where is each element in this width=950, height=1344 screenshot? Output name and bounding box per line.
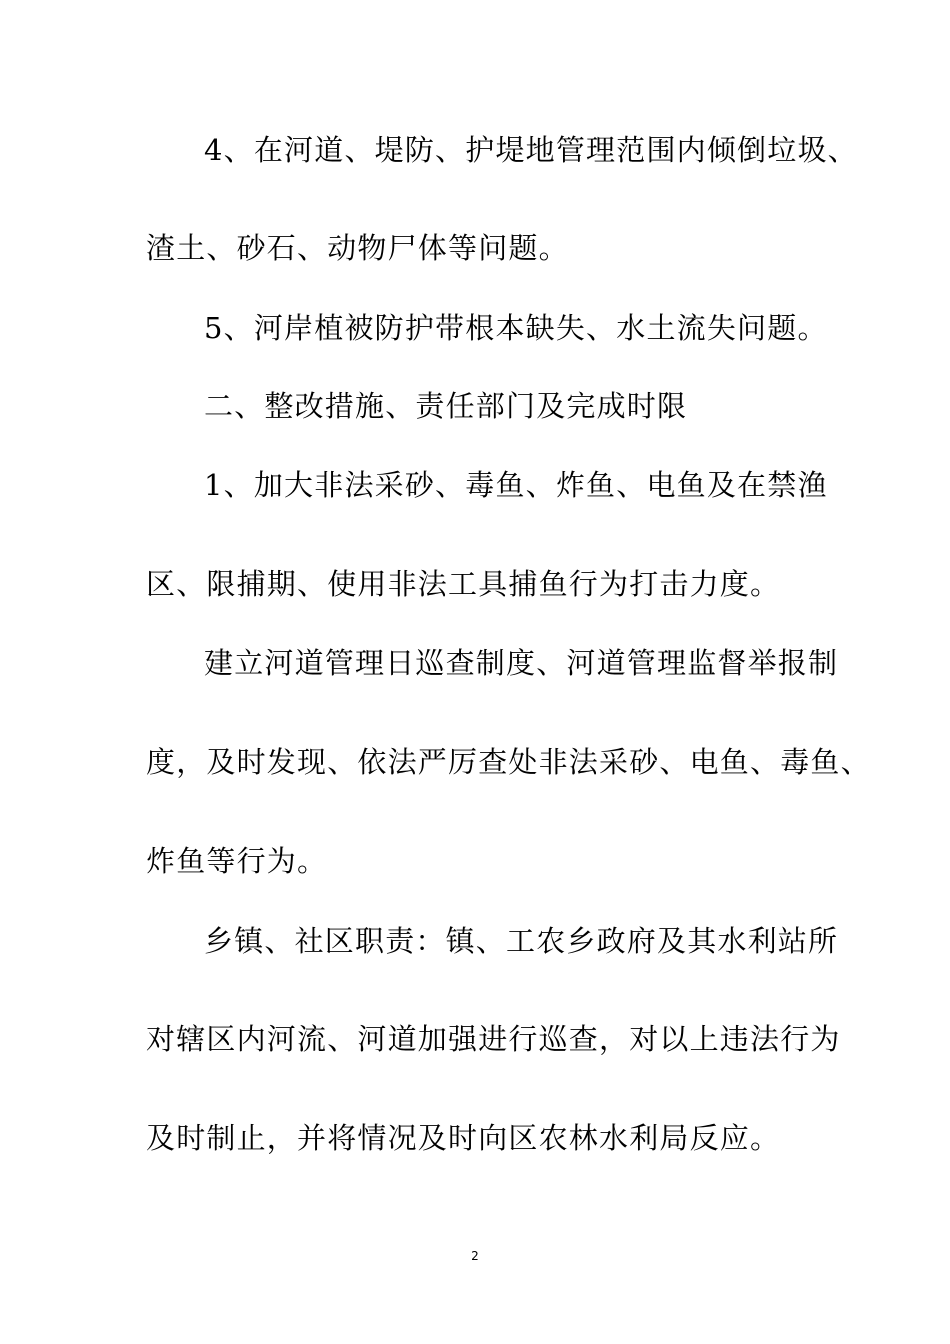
text-line-12: 及时制止，并将情况及时向区农林水利局反应。 (146, 1121, 781, 1155)
text-line-9: 炸鱼等行为。 (146, 844, 328, 878)
text-line-7: 建立河道管理日巡查制度、河道管理监督举报制 (204, 646, 839, 680)
text-line-1: 4、在河道、堤防、护堤地管理范围内倾倒垃圾、 (204, 133, 858, 167)
section-heading: 二、整改措施、责任部门及完成时限 (204, 389, 688, 423)
text-line-3: 5、河岸植被防护带根本缺失、水土流失问题。 (204, 311, 828, 345)
page-number: 2 (471, 1249, 479, 1263)
text-line-11: 对辖区内河流、河道加强进行巡查，对以上违法行为 (146, 1022, 841, 1056)
text-line-10: 乡镇、社区职责：镇、工农乡政府及其水利站所 (204, 924, 839, 958)
text-line-8: 度，及时发现、依法严厉查处非法采砂、电鱼、毒鱼、 (146, 745, 871, 779)
text-line-5: 1、加大非法采砂、毒鱼、炸鱼、电鱼及在禁渔 (204, 468, 828, 502)
text-line-6: 区、限捕期、使用非法工具捕鱼行为打击力度。 (146, 567, 781, 601)
text-line-2: 渣土、砂石、动物尸体等问题。 (146, 231, 569, 265)
